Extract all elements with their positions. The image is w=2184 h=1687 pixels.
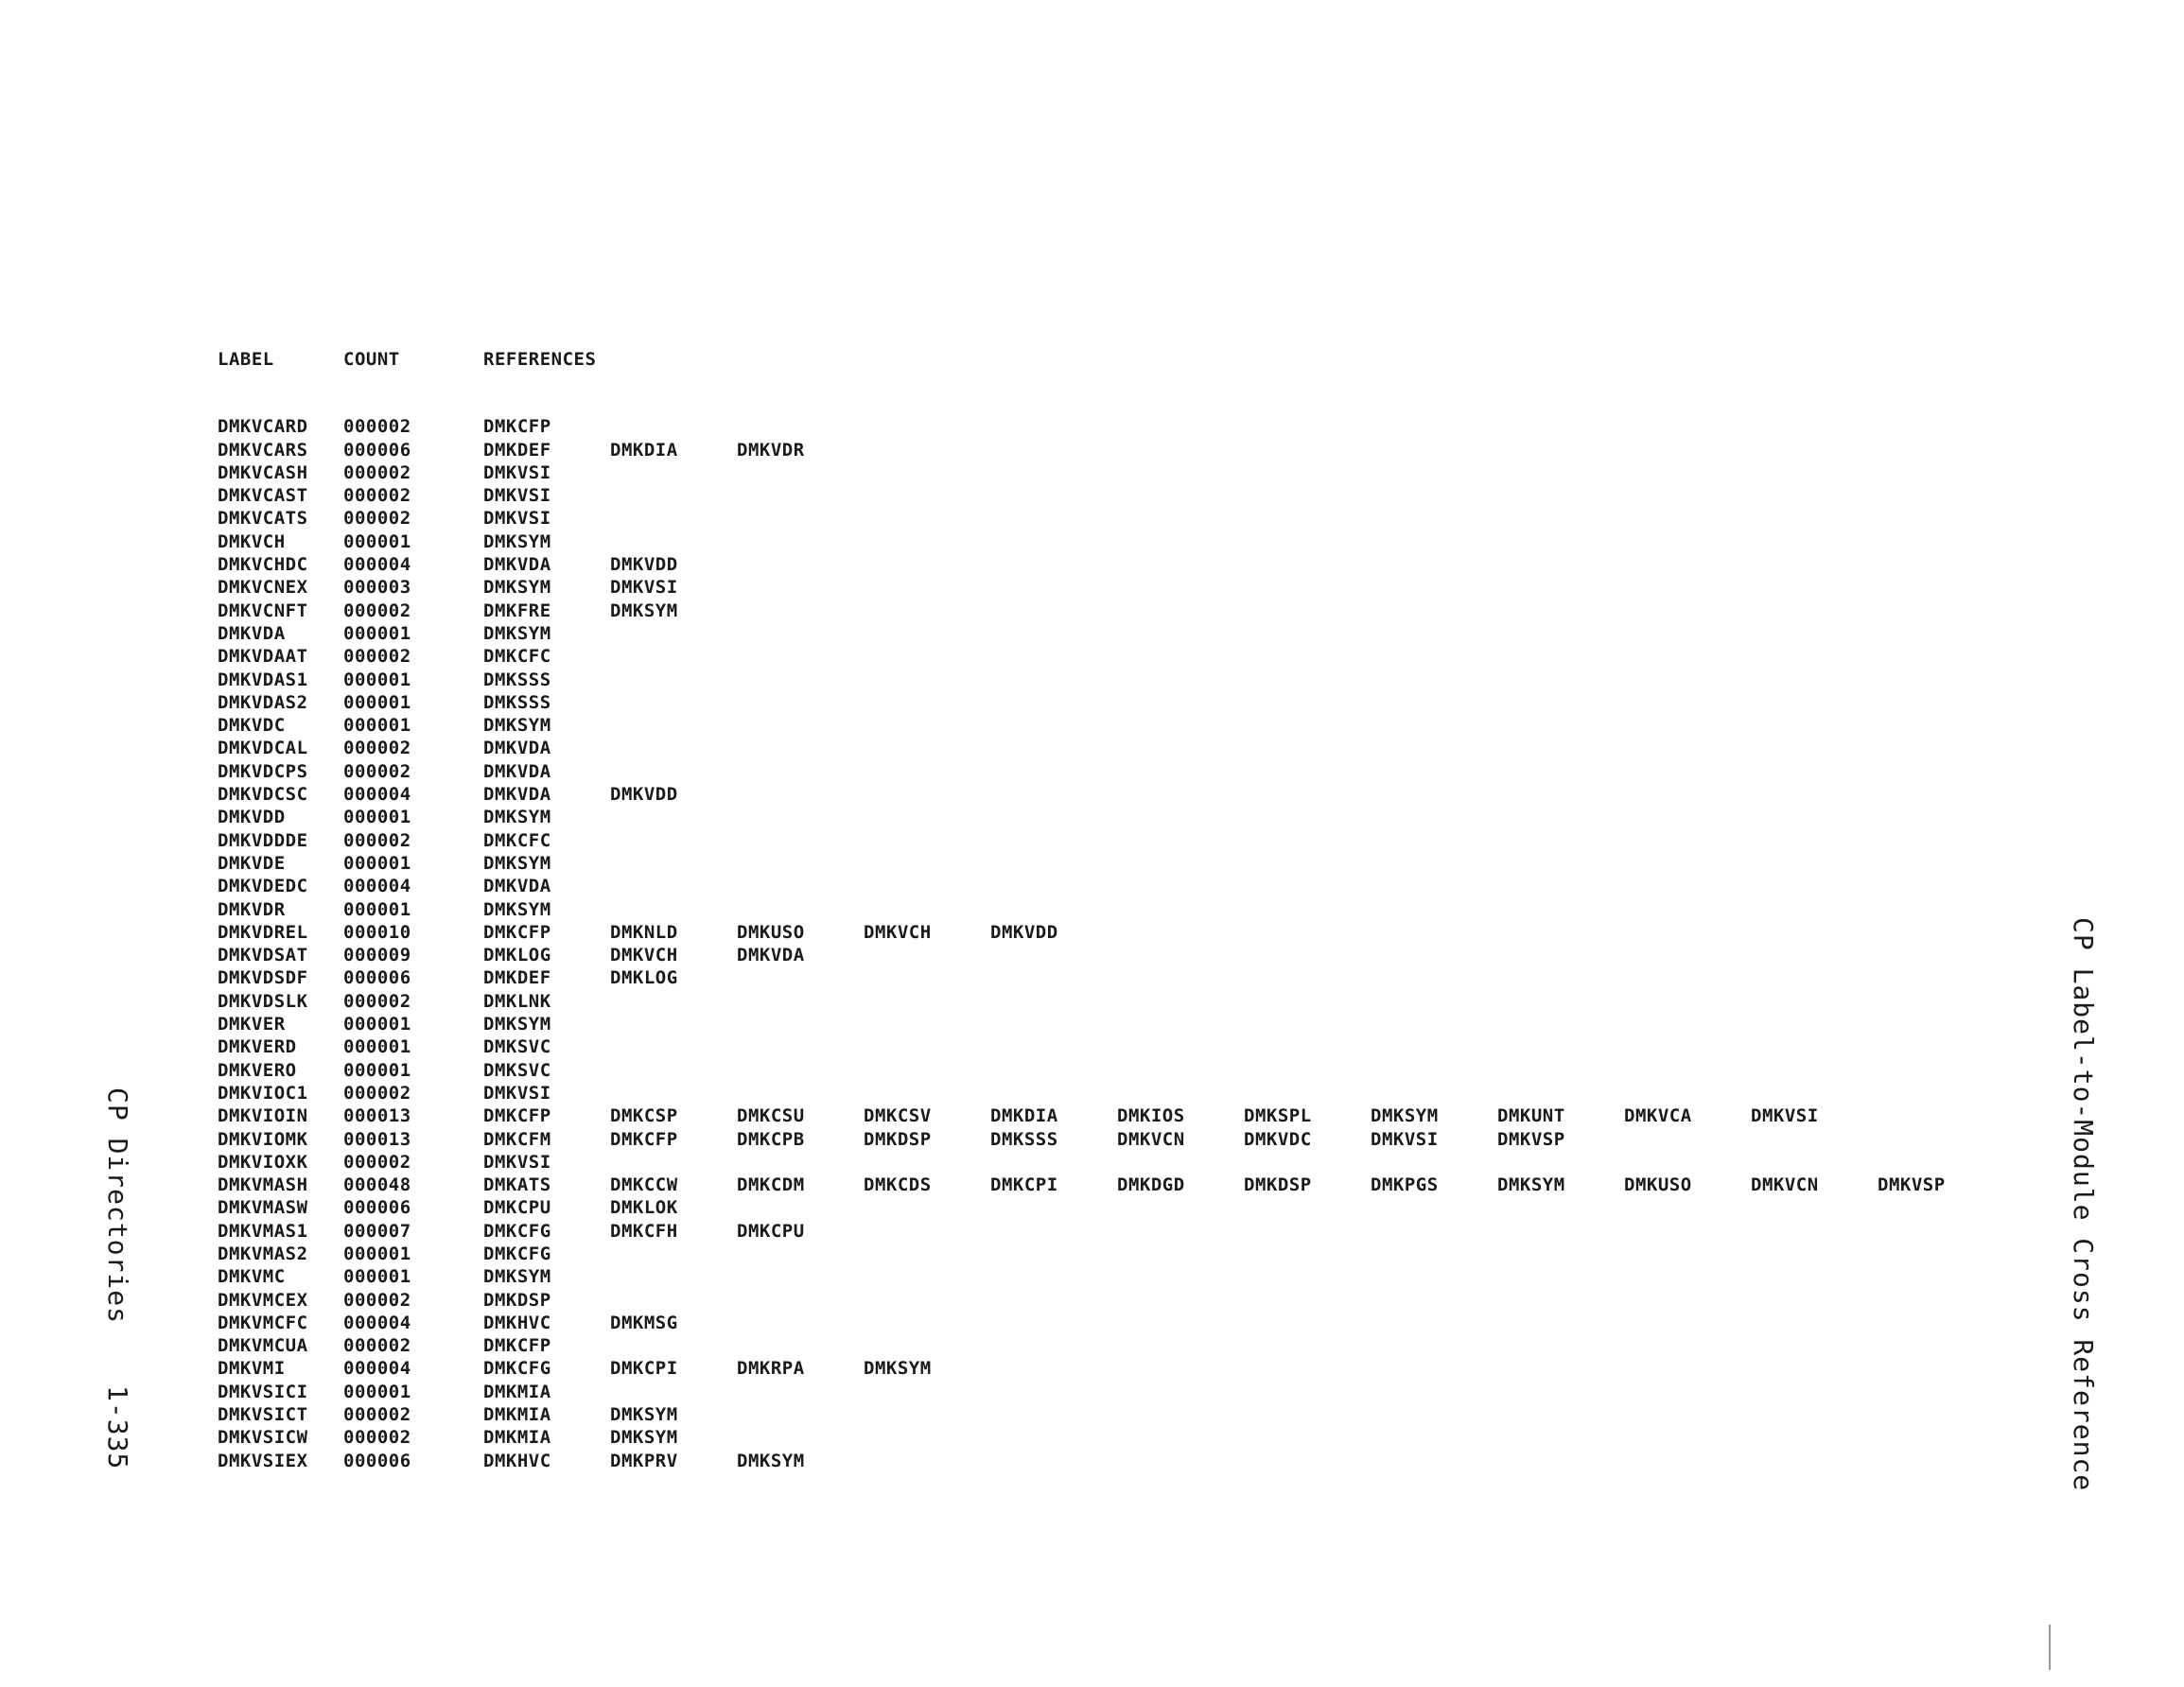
count-cell: 000002 <box>343 990 411 1012</box>
label-cell: DMKVER <box>218 1014 286 1035</box>
reference-module: DMKLNK <box>483 990 551 1012</box>
reference-module: DMKCFC <box>483 829 551 851</box>
table-row <box>218 1289 2004 1312</box>
reference-module: DMKCFP <box>483 416 551 438</box>
reference-module: DMKDSP <box>1244 1174 1312 1196</box>
reference-module: DMKCFP <box>483 921 551 943</box>
right-margin-title: CP Label-to-Module Cross Reference <box>2068 917 2099 1492</box>
reference-module: DMKSYM <box>483 530 551 552</box>
references-cell <box>483 439 864 461</box>
table-row <box>218 1265 2004 1288</box>
count-cell: 000002 <box>343 461 411 483</box>
reference-module: DMKDGD <box>1117 1174 1185 1196</box>
reference-module: DMKVDA <box>483 554 551 576</box>
left-margin-title: CP Directories <box>102 1087 133 1325</box>
table-row <box>218 1243 2004 1265</box>
label-cell: DMKVDAS1 <box>218 669 308 690</box>
reference-module: DMKCPI <box>990 1174 1058 1196</box>
table-row <box>218 944 2004 966</box>
reference-module: DMKSYM <box>864 1358 932 1380</box>
table-row <box>218 530 2004 553</box>
references-cell <box>483 1174 2004 1196</box>
count-cell: 000006 <box>343 439 411 461</box>
table-row <box>218 484 2004 507</box>
reference-module: DMKSSS <box>483 669 551 690</box>
count-cell: 000002 <box>343 738 411 759</box>
table-row <box>218 622 2004 645</box>
label-cell: DMKVDSAT <box>218 945 308 966</box>
reference-module: DMKIOS <box>1117 1105 1185 1127</box>
label-cell: DMKVIOMK <box>218 1128 308 1150</box>
references-cell <box>483 875 610 897</box>
references-cell <box>483 669 610 691</box>
count-cell: 000002 <box>343 829 411 851</box>
reference-module: DMKPGS <box>1371 1174 1439 1196</box>
count-cell: 000002 <box>343 1151 411 1173</box>
count-cell: 000003 <box>343 577 411 599</box>
table-row <box>218 990 2004 1013</box>
label-cell: DMKVMAS2 <box>218 1243 308 1264</box>
label-cell: DMKVCARD <box>218 416 308 438</box>
reference-module: DMKCDM <box>737 1174 805 1196</box>
label-cell: DMKVIOXK <box>218 1151 308 1173</box>
table-row <box>218 1334 2004 1357</box>
count-cell: 000004 <box>343 1312 411 1333</box>
references-cell <box>483 1426 737 1449</box>
references-cell <box>483 966 737 989</box>
count-cell: 000009 <box>343 945 411 966</box>
reference-module: DMKCFG <box>483 1243 551 1264</box>
count-cell: 000010 <box>343 921 411 943</box>
references-cell <box>483 921 1117 944</box>
reference-module: DMKSYM <box>483 715 551 737</box>
references-cell <box>483 1403 737 1426</box>
reference-module: DMKSYM <box>610 1427 678 1449</box>
label-cell: DMKVMASH <box>218 1174 308 1196</box>
reference-module: DMKUNT <box>1497 1105 1565 1127</box>
table-row <box>218 439 2004 461</box>
references-cell <box>483 852 610 875</box>
label-cell: DMKVIOIN <box>218 1105 308 1127</box>
count-cell: 000002 <box>343 1404 411 1426</box>
reference-module: DMKVCN <box>1751 1174 1819 1196</box>
reference-module: DMKSYM <box>483 807 551 828</box>
table-row <box>218 1104 2004 1127</box>
reference-module: DMKCPB <box>737 1128 805 1150</box>
table-row <box>218 600 2004 622</box>
reference-module: DMKCSU <box>737 1105 805 1127</box>
table-row <box>218 415 2004 438</box>
count-cell: 000001 <box>343 530 411 552</box>
label-cell: DMKVDCAL <box>218 738 308 759</box>
label-cell: DMKVMI <box>218 1358 286 1380</box>
reference-module: DMKVDA <box>483 760 551 782</box>
page-number: 1-335 <box>102 1385 133 1470</box>
count-cell: 000002 <box>343 646 411 668</box>
table-row <box>218 1128 2004 1151</box>
reference-module: DMKLOG <box>483 945 551 966</box>
label-cell: DMKVDDDE <box>218 829 308 851</box>
reference-module: DMKSYM <box>610 600 678 621</box>
table-row <box>218 1403 2004 1426</box>
table-row <box>218 875 2004 897</box>
reference-module: DMKVCH <box>864 921 932 943</box>
references-cell <box>483 530 610 553</box>
reference-module: DMKVCA <box>1624 1105 1692 1127</box>
reference-module: DMKMIA <box>483 1427 551 1449</box>
references-cell <box>483 944 864 966</box>
count-cell: 000001 <box>343 622 411 644</box>
reference-module: DMKMIA <box>483 1404 551 1426</box>
reference-module: DMKSYM <box>483 1266 551 1288</box>
references-cell <box>483 553 737 576</box>
reference-module: DMKCPI <box>610 1358 678 1380</box>
references-cell <box>483 1196 737 1219</box>
reference-module: DMKCSP <box>610 1105 678 1127</box>
reference-module: DMKVSI <box>483 508 551 530</box>
label-cell: DMKVDCSC <box>218 784 308 806</box>
label-cell: DMKVDD <box>218 807 286 828</box>
table-row <box>218 1426 2004 1449</box>
reference-module: DMKVCH <box>610 945 678 966</box>
references-cell <box>483 1151 610 1174</box>
label-cell: DMKVCH <box>218 530 286 552</box>
count-cell: 000001 <box>343 807 411 828</box>
table-row <box>218 576 2004 599</box>
table-row <box>218 852 2004 875</box>
count-cell: 000002 <box>343 1427 411 1449</box>
label-cell: DMKVCHDC <box>218 554 308 576</box>
label-cell: DMKVCASH <box>218 461 308 483</box>
reference-module: DMKVDA <box>737 945 805 966</box>
count-cell: 000002 <box>343 1082 411 1104</box>
reference-module: DMKUSO <box>737 921 805 943</box>
count-cell: 000001 <box>343 898 411 920</box>
references-cell <box>483 1128 1624 1151</box>
reference-module: DMKVSI <box>610 577 678 599</box>
references-cell <box>483 760 610 783</box>
count-cell: 000001 <box>343 1243 411 1264</box>
references-cell <box>483 1104 1878 1127</box>
reference-module: DMKCCW <box>610 1174 678 1196</box>
reference-module: DMKDIA <box>990 1105 1058 1127</box>
count-cell: 000013 <box>343 1105 411 1127</box>
label-cell: DMKVDAAT <box>218 646 308 668</box>
references-cell <box>483 1220 864 1243</box>
reference-module: DMKDSP <box>483 1289 551 1311</box>
reference-module: DMKNLD <box>610 921 678 943</box>
table-row <box>218 1013 2004 1035</box>
table-row <box>218 966 2004 989</box>
table-row <box>218 645 2004 668</box>
reference-module: DMKPRV <box>610 1450 678 1471</box>
reference-module: DMKVCN <box>1117 1128 1185 1150</box>
label-cell: DMKVDREL <box>218 921 308 943</box>
table-row <box>218 461 2004 484</box>
reference-module: DMKVSI <box>483 1082 551 1104</box>
references-cell <box>483 1334 610 1357</box>
reference-module: DMKSYM <box>483 577 551 599</box>
references-cell <box>483 1357 990 1380</box>
reference-module: DMKCFP <box>483 1335 551 1357</box>
table-row <box>218 507 2004 530</box>
count-cell: 000004 <box>343 784 411 806</box>
label-cell: DMKVMCUA <box>218 1335 308 1357</box>
label-cell: DMKVDCPS <box>218 760 308 782</box>
references-cell <box>483 990 610 1013</box>
table-row <box>218 1082 2004 1104</box>
references-cell <box>483 898 610 921</box>
count-cell: 000001 <box>343 1381 411 1402</box>
reference-module: DMKSVC <box>483 1036 551 1058</box>
reference-module: DMKUSO <box>1624 1174 1692 1196</box>
count-cell: 000001 <box>343 1014 411 1035</box>
reference-module: DMKCFP <box>610 1128 678 1150</box>
reference-module: DMKVSI <box>483 1151 551 1173</box>
count-cell: 000001 <box>343 715 411 737</box>
table-row <box>218 1174 2004 1196</box>
cross-reference-table <box>218 348 2004 1472</box>
reference-module: DMKHVC <box>483 1450 551 1471</box>
reference-module: DMKSVC <box>483 1059 551 1081</box>
reference-module: DMKVSI <box>1751 1105 1819 1127</box>
count-column-header: COUNT <box>343 349 400 370</box>
references-cell <box>483 1450 864 1472</box>
reference-module: DMKVSI <box>1371 1128 1439 1150</box>
label-cell: DMKVCARS <box>218 439 308 461</box>
table-row <box>218 1312 2004 1334</box>
references-cell <box>483 806 610 828</box>
reference-module: DMKCPU <box>737 1220 805 1242</box>
reference-module: DMKSYM <box>1371 1105 1439 1127</box>
reference-module: DMKMIA <box>483 1381 551 1402</box>
references-cell <box>483 1289 610 1312</box>
count-cell: 000002 <box>343 508 411 530</box>
table-row <box>218 1220 2004 1243</box>
references-cell <box>483 484 610 507</box>
reference-module: DMKSYM <box>483 622 551 644</box>
reference-module: DMKCFH <box>610 1220 678 1242</box>
reference-module: DMKCFP <box>483 1105 551 1127</box>
count-cell: 000004 <box>343 554 411 576</box>
table-row <box>218 691 2004 714</box>
count-cell: 000001 <box>343 669 411 690</box>
label-cell: DMKVDA <box>218 622 286 644</box>
label-cell: DMKVSICW <box>218 1427 308 1449</box>
references-cell <box>483 622 610 645</box>
reference-module: DMKSYM <box>483 852 551 874</box>
count-cell: 000001 <box>343 691 411 713</box>
label-cell: DMKVERD <box>218 1036 297 1058</box>
table-row <box>218 553 2004 576</box>
table-row <box>218 1059 2004 1082</box>
reference-module: DMKSYM <box>737 1450 805 1471</box>
count-cell: 000007 <box>343 1220 411 1242</box>
reference-module: DMKLOG <box>610 967 678 989</box>
reference-module: DMKVSP <box>1497 1128 1565 1150</box>
count-cell: 000001 <box>343 1036 411 1058</box>
table-row <box>218 1381 2004 1403</box>
count-cell: 000001 <box>343 1266 411 1288</box>
reference-module: DMKVDR <box>737 439 805 461</box>
label-cell: DMKVERO <box>218 1059 297 1081</box>
reference-module: DMKDSP <box>864 1128 932 1150</box>
reference-module: DMKCFC <box>483 646 551 668</box>
reference-module: DMKSYM <box>1497 1174 1565 1196</box>
reference-module: DMKVDD <box>610 554 678 576</box>
reference-module: DMKDIA <box>610 439 678 461</box>
reference-module: DMKVDA <box>483 784 551 806</box>
count-cell: 000006 <box>343 1450 411 1471</box>
table-row <box>218 737 2004 759</box>
label-cell: DMKVDE <box>218 852 286 874</box>
reference-module: DMKMSG <box>610 1312 678 1333</box>
reference-module: DMKVSI <box>483 485 551 507</box>
reference-module: DMKDEF <box>483 967 551 989</box>
table-row <box>218 1151 2004 1174</box>
table-row <box>218 1196 2004 1219</box>
table-row <box>218 898 2004 921</box>
references-cell <box>483 461 610 484</box>
table-row <box>218 806 2004 828</box>
table-row <box>218 1357 2004 1380</box>
references-cell <box>483 415 610 438</box>
label-cell: DMKVMCFC <box>218 1312 308 1333</box>
reference-module: DMKFRE <box>483 600 551 621</box>
table-body <box>218 415 2004 1472</box>
count-cell: 000002 <box>343 1289 411 1311</box>
references-cell <box>483 691 610 714</box>
count-cell: 000006 <box>343 967 411 989</box>
label-cell: DMKVCATS <box>218 508 308 530</box>
table-row <box>218 1035 2004 1058</box>
reference-module: DMKRPA <box>737 1358 805 1380</box>
label-cell: DMKVSIEX <box>218 1450 308 1471</box>
references-cell <box>483 829 610 852</box>
label-cell: DMKVDSDF <box>218 967 308 989</box>
reference-module: DMKCFG <box>483 1358 551 1380</box>
count-cell: 000006 <box>343 1197 411 1219</box>
references-cell <box>483 1265 610 1288</box>
label-cell: DMKVMASW <box>218 1197 308 1219</box>
label-cell: DMKVMAS1 <box>218 1220 308 1242</box>
reference-module: DMKSYM <box>610 1404 678 1426</box>
reference-module: DMKHVC <box>483 1312 551 1333</box>
reference-module: DMKCFM <box>483 1128 551 1150</box>
label-cell: DMKVCAST <box>218 485 308 507</box>
references-cell <box>483 1035 610 1058</box>
label-cell: DMKVDR <box>218 898 286 920</box>
reference-module: DMKVDA <box>483 738 551 759</box>
label-cell: DMKVMC <box>218 1266 286 1288</box>
count-cell: 000002 <box>343 1335 411 1357</box>
label-cell: DMKVDEDC <box>218 876 308 897</box>
references-cell <box>483 645 610 668</box>
reference-module: DMKVDC <box>1244 1128 1312 1150</box>
count-cell: 000048 <box>343 1174 411 1196</box>
references-cell <box>483 1082 610 1104</box>
table-row <box>218 1450 2004 1472</box>
reference-module: DMKCPU <box>483 1197 551 1219</box>
references-cell <box>483 507 610 530</box>
count-cell: 000002 <box>343 760 411 782</box>
reference-module: DMKCSV <box>864 1105 932 1127</box>
label-cell: DMKVCNEX <box>218 577 308 599</box>
references-cell <box>483 1312 737 1334</box>
count-cell: 000001 <box>343 852 411 874</box>
crop-mark <box>2049 1625 2051 1670</box>
references-column-header: REFERENCES <box>483 349 597 370</box>
references-cell <box>483 1381 610 1403</box>
table-row <box>218 829 2004 852</box>
label-cell: DMKVIOC1 <box>218 1082 308 1104</box>
references-cell <box>483 1013 610 1035</box>
reference-module: DMKCDS <box>864 1174 932 1196</box>
reference-module: DMKLOK <box>610 1197 678 1219</box>
references-cell <box>483 1243 610 1265</box>
label-cell: DMKVSICI <box>218 1381 308 1402</box>
table-row <box>218 921 2004 944</box>
reference-module: DMKVDD <box>990 921 1058 943</box>
label-cell: DMKVDC <box>218 715 286 737</box>
count-cell: 000004 <box>343 1358 411 1380</box>
references-cell <box>483 1059 610 1082</box>
label-column-header: LABEL <box>218 349 274 370</box>
count-cell: 000004 <box>343 876 411 897</box>
reference-module: DMKSPL <box>1244 1105 1312 1127</box>
reference-module: DMKCFG <box>483 1220 551 1242</box>
references-cell <box>483 600 737 622</box>
references-cell <box>483 737 610 759</box>
count-cell: 000002 <box>343 485 411 507</box>
reference-module: DMKVDD <box>610 784 678 806</box>
count-cell: 000002 <box>343 600 411 621</box>
table-row <box>218 714 2004 737</box>
reference-module: DMKSSS <box>483 691 551 713</box>
reference-module: DMKSYM <box>483 1014 551 1035</box>
table-row <box>218 669 2004 691</box>
reference-module: DMKDEF <box>483 439 551 461</box>
label-cell: DMKVMCEX <box>218 1289 308 1311</box>
references-cell <box>483 576 737 599</box>
references-cell <box>483 714 610 737</box>
label-cell: DMKVDAS2 <box>218 691 308 713</box>
count-cell: 000002 <box>343 416 411 438</box>
count-cell: 000013 <box>343 1128 411 1150</box>
table-header <box>218 348 2004 371</box>
reference-module: DMKVDA <box>483 876 551 897</box>
reference-module: DMKSYM <box>483 898 551 920</box>
table-row <box>218 760 2004 783</box>
label-cell: DMKVDSLK <box>218 990 308 1012</box>
reference-module: DMKSSS <box>990 1128 1058 1150</box>
count-cell: 000001 <box>343 1059 411 1081</box>
label-cell: DMKVSICT <box>218 1404 308 1426</box>
references-cell <box>483 783 737 806</box>
reference-module: DMKVSP <box>1878 1174 1946 1196</box>
label-cell: DMKVCNFT <box>218 600 308 621</box>
reference-module: DMKATS <box>483 1174 551 1196</box>
reference-module: DMKVSI <box>483 461 551 483</box>
table-row <box>218 783 2004 806</box>
